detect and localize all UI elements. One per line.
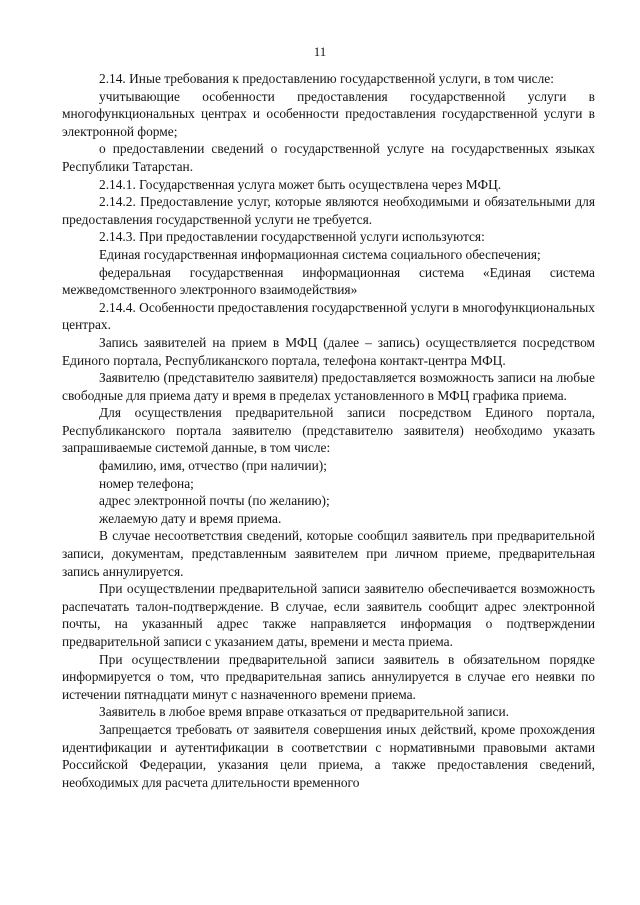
paragraph: 2.14.2. Предоставление услуг, которые являются необходимыми и обязательными для предоставления государственной услуги не требуется. [62, 194, 595, 227]
paragraph: В случае несоответствия сведений, которые сообщил заявитель при предварительной записи, документам, представленным заявителем при личном приеме, предварительная запись аннулируется. [62, 528, 595, 579]
paragraph: 2.14.4. Особенности предоставления государственной услуги в многофункциональных центрах. [62, 299, 595, 333]
list-item: желаемую дату и время приема. [99, 510, 282, 526]
paragraph: о предоставлении сведений о государственной услуге на государственных языках Республики Татарстан. [62, 141, 595, 174]
paragraph: Заявитель в любое время вправе отказаться от предварительной записи. [99, 704, 509, 720]
paragraph: При осуществлении предварительной записи заявителю обеспечивается возможность распечатать талон-подтверждение. В случае, если заявитель сообщит адрес электронной почты, на указанный адрес также направляется информация о подтверждении предварительной записи с указанием даты, времени и места приема. [62, 581, 595, 649]
list-item: фамилию, имя, отчество (при наличии); [99, 458, 327, 474]
page-number: 11 [313, 44, 327, 59]
paragraph: 2.14.3. При предоставлении государственной услуги используются: [99, 229, 485, 245]
document-body [62, 70, 595, 791]
paragraph: учитывающие особенности предоставления государственной услуги в многофункциональных центрах и особенности предоставления государственной услуги в электронной форме; [62, 88, 595, 139]
paragraph: Единая государственная информационная система социального обеспечения; [99, 246, 541, 262]
list-item: номер телефона; [99, 475, 194, 491]
paragraph: 2.14.1. Государственная услуга может быть осуществлена через МФЦ. [99, 176, 502, 192]
paragraph: федеральная государственная информационная система «Единая система межведомственного электронного взаимодействия» [62, 264, 595, 298]
paragraph: 2.14. Иные требования к предоставлению государственной услуги, в том числе: [99, 71, 554, 86]
paragraph: При осуществлении предварительной записи заявитель в обязательном порядке информируется о том, что предварительная запись аннулируется в случае его неявки по истечении пятнадцати минут с назначенного времени приема. [62, 651, 595, 702]
paragraph: Заявителю (представителю заявителя) предоставляется возможность записи на любые свободные для приема дату и время в пределах установленного в МФЦ графика приема. [62, 370, 595, 403]
list-item: адрес электронной почты (по желанию); [99, 493, 330, 509]
paragraph: Для осуществления предварительной записи посредством Единого портала, Республиканского портала заявителю (представителю заявителя) необходимо указать запрашиваемые системой данные, в том числе: [62, 405, 595, 456]
paragraph: Запись заявителей на прием в МФЦ (далее – запись) осуществляется посредством Единого портала, Республиканского портала, телефона контакт-центра МФЦ. [62, 334, 595, 368]
paragraph: Запрещается требовать от заявителя совершения иных действий, кроме прохождения идентификации и аутентификации в соответствии с нормативными правовыми актами Российской Федерации, указания цели приема, а также предоставления сведений, необходимых для расчета длительности временного [62, 721, 595, 790]
